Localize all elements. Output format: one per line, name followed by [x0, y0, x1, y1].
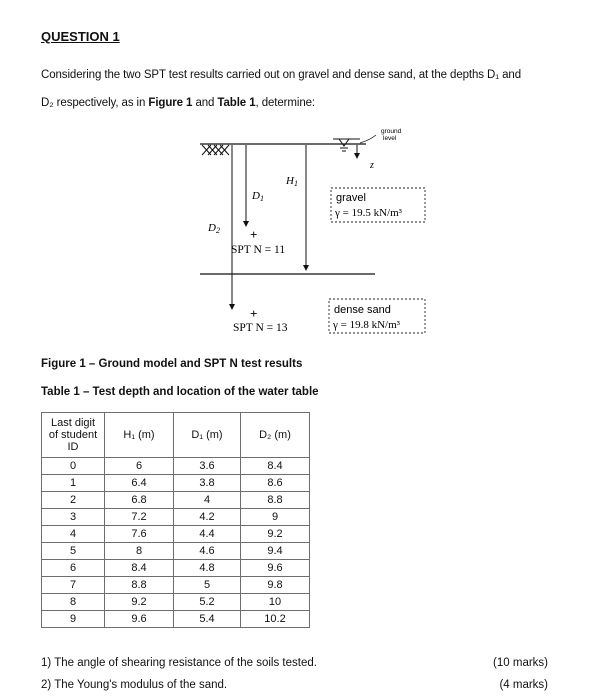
table-cell: 9.8	[241, 577, 310, 594]
spt1-marker-icon: +	[250, 227, 258, 242]
sand-unit-weight: γ = 19.8 kN/m³	[333, 319, 400, 331]
table-cell: 4.8	[174, 560, 241, 577]
header-student-id-line: Last digit	[50, 417, 96, 429]
header-h1: H₁ (m)	[105, 413, 174, 458]
table-cell: 6.8	[105, 492, 174, 509]
intro-text-e: , determine:	[255, 97, 316, 109]
table-cell: 8.8	[241, 492, 310, 509]
table-row	[42, 526, 310, 543]
table-row	[42, 475, 310, 492]
table-cell: 9	[241, 509, 310, 526]
table-reference: Table 1	[217, 97, 256, 109]
table-cell: 8.4	[105, 560, 174, 577]
table-row	[42, 577, 310, 594]
table-caption: Table 1 – Test depth and location of the water table	[41, 386, 319, 398]
task-1-text: 1) The angle of shearing resistance of the soils tested.	[41, 657, 317, 669]
intro-line-1: Considering the two SPT test results carried out on gravel and dense sand, at the depths D₁ and	[41, 69, 522, 81]
table-row	[42, 594, 310, 611]
table-cell: 0	[42, 458, 105, 475]
table-cell: 6	[105, 458, 174, 475]
table-cell: 4.6	[174, 543, 241, 560]
task-1-marks: (10 marks)	[493, 657, 548, 669]
table-cell: 10	[241, 594, 310, 611]
d2-label: D2	[208, 222, 220, 235]
table-cell: 5.4	[174, 611, 241, 628]
figure-reference: Figure 1	[148, 97, 193, 109]
sand-name: dense sand	[334, 304, 391, 316]
table-cell: 9	[42, 611, 105, 628]
table-header-row	[42, 413, 310, 458]
header-d2: D₂ (m)	[241, 413, 310, 458]
header-student-id-line: of student	[48, 429, 98, 441]
task-2-text: 2) The Young's modulus of the sand.	[41, 679, 228, 691]
table-row	[42, 492, 310, 509]
table-cell: 4.4	[174, 526, 241, 543]
z-axis-label: z	[370, 160, 374, 171]
header-student-id	[42, 413, 105, 458]
ground-level-label-1: ground	[381, 128, 402, 135]
table-cell: 5	[174, 577, 241, 594]
table-cell: 9.2	[105, 594, 174, 611]
intro-text-a: D₂ respectively, as in	[41, 97, 149, 109]
header-d1: D₁ (m)	[174, 413, 241, 458]
table-row	[42, 509, 310, 526]
header-student-id-line: ID	[67, 441, 79, 453]
table-cell: 5.2	[174, 594, 241, 611]
table-cell: 7.2	[105, 509, 174, 526]
table-cell: 8.6	[241, 475, 310, 492]
spt2-marker-icon: +	[250, 306, 258, 321]
spt2-result: SPT N = 13	[233, 322, 288, 334]
table-cell: 3.6	[174, 458, 241, 475]
table-cell: 9.4	[241, 543, 310, 560]
table-cell: 4	[174, 492, 241, 509]
gravel-unit-weight: γ = 19.5 kN/m³	[335, 207, 402, 219]
gravel-name: gravel	[336, 192, 366, 204]
ground-level-label-2: level	[383, 135, 397, 142]
table-cell: 9.2	[241, 526, 310, 543]
table-cell: 10.2	[241, 611, 310, 628]
table-cell: 8	[105, 543, 174, 560]
table-row	[42, 458, 310, 475]
table-cell: 4	[42, 526, 105, 543]
ground-hatch-icon	[202, 145, 229, 155]
table-row	[42, 560, 310, 577]
table-cell: 3.8	[174, 475, 241, 492]
table-cell: 8.4	[241, 458, 310, 475]
table-cell: 8	[42, 594, 105, 611]
table-cell: 9.6	[241, 560, 310, 577]
test-depth-table	[41, 412, 310, 628]
table-cell: 7	[42, 577, 105, 594]
table-cell: 4.2	[174, 509, 241, 526]
table-cell: 8.8	[105, 577, 174, 594]
table-cell: 5	[42, 543, 105, 560]
table-cell: 2	[42, 492, 105, 509]
table-cell: 9.6	[105, 611, 174, 628]
d1-label: D1	[252, 190, 264, 203]
intro-text-c: and	[192, 97, 218, 109]
figure-caption: Figure 1 – Ground model and SPT N test results	[41, 358, 303, 370]
h1-label: H1	[286, 175, 298, 188]
table-row	[42, 543, 310, 560]
task-2-marks: (4 marks)	[499, 679, 548, 691]
table-cell: 6.4	[105, 475, 174, 492]
table-row	[42, 611, 310, 628]
spt1-result: SPT N = 11	[231, 244, 286, 256]
table-cell: 3	[42, 509, 105, 526]
table-cell: 7.6	[105, 526, 174, 543]
table-cell: 1	[42, 475, 105, 492]
water-table-icon	[333, 139, 360, 151]
question-heading: QUESTION 1	[41, 29, 120, 44]
table-cell: 6	[42, 560, 105, 577]
